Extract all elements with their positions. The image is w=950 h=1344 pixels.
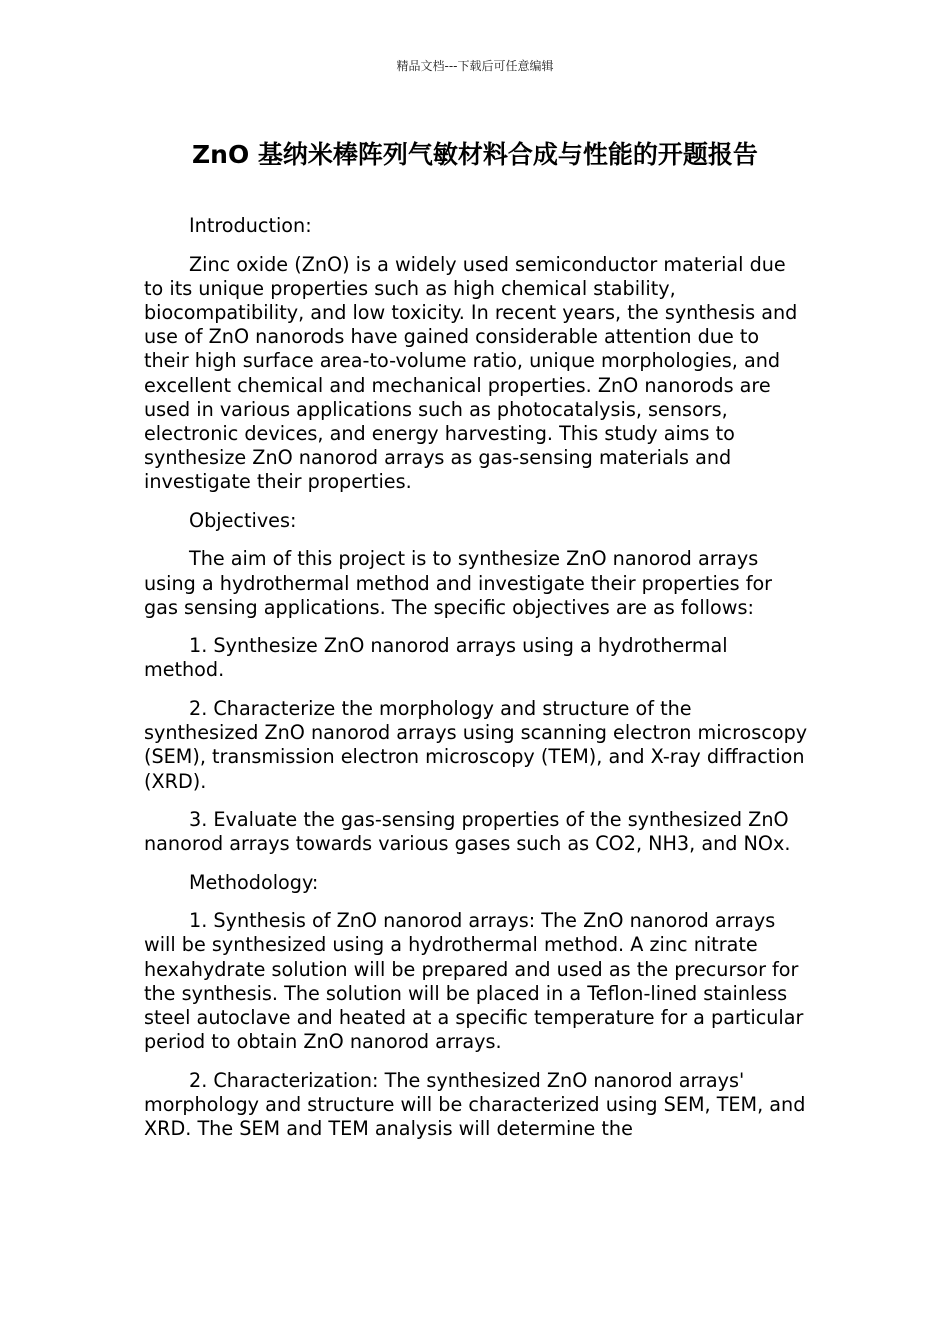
objective-item-2: 2. Characterize the morphology and structure of the synthesized ZnO nanorod arrays using scanning electron microscopy (SEM), transmission electron microscopy (TEM), and X-ray diffraction (XRD). [144,696,808,793]
document-body [144,214,808,1156]
methodology-item-2: 2. Characterization: The synthesized ZnO nanorod arrays' morphology and structure will be characterized using SEM, TEM, and XRD. The SEM and TEM analysis will determine the [144,1068,806,1141]
objective-item-3: 3. Evaluate the gas-sensing properties of the synthesized ZnO nanorod arrays towards various gases such as CO2, NH3, and NOx. [144,808,791,856]
heading-introduction: Introduction: [189,214,312,237]
paragraph-objectives: The aim of this project is to synthesize ZnO nanorod arrays using a hydrothermal method and investigate their properties for gas sensing applications. The specific objectives are as follows: [144,547,773,619]
heading-objectives: Objectives: [189,508,297,532]
objective-item-1: 1. Synthesize ZnO nanorod arrays using a hydrothermal method. [144,634,728,682]
paragraph-introduction: Zinc oxide (ZnO) is a widely used semiconductor material due to its unique properties such as high chemical stability, biocompatibility, and low toxicity. In recent years, the synthesis and use of ZnO nanorods have gained considerable attention due to their high surface area-to-volume ratio, unique morphologies, and excellent chemical and mechanical properties. ZnO nanorods are used in various applications such as photocatalysis, sensors, electronic devices, and energy harvesting. This study aims to synthesize ZnO nanorod arrays as gas-sensing materials and investigate their properties. [144,252,798,494]
document-title: ZnO 基纳米棒阵列气敏材料合成与性能的开题报告 [192,140,758,169]
methodology-item-1: 1. Synthesis of ZnO nanorod arrays: The ZnO nanorod arrays will be synthesized using a hydrothermal method. A zinc nitrate hexahydrate solution will be prepared and used as the precursor for the synthesis. The solution will be placed in a Teflon-lined stainless steel autoclave and heated at a specific temperature for a particular period to obtain ZnO nanorod arrays. [144,909,804,1054]
heading-methodology: Methodology: [189,870,319,894]
header-note: 精品文档---下载后可任意编辑 [396,59,554,73]
